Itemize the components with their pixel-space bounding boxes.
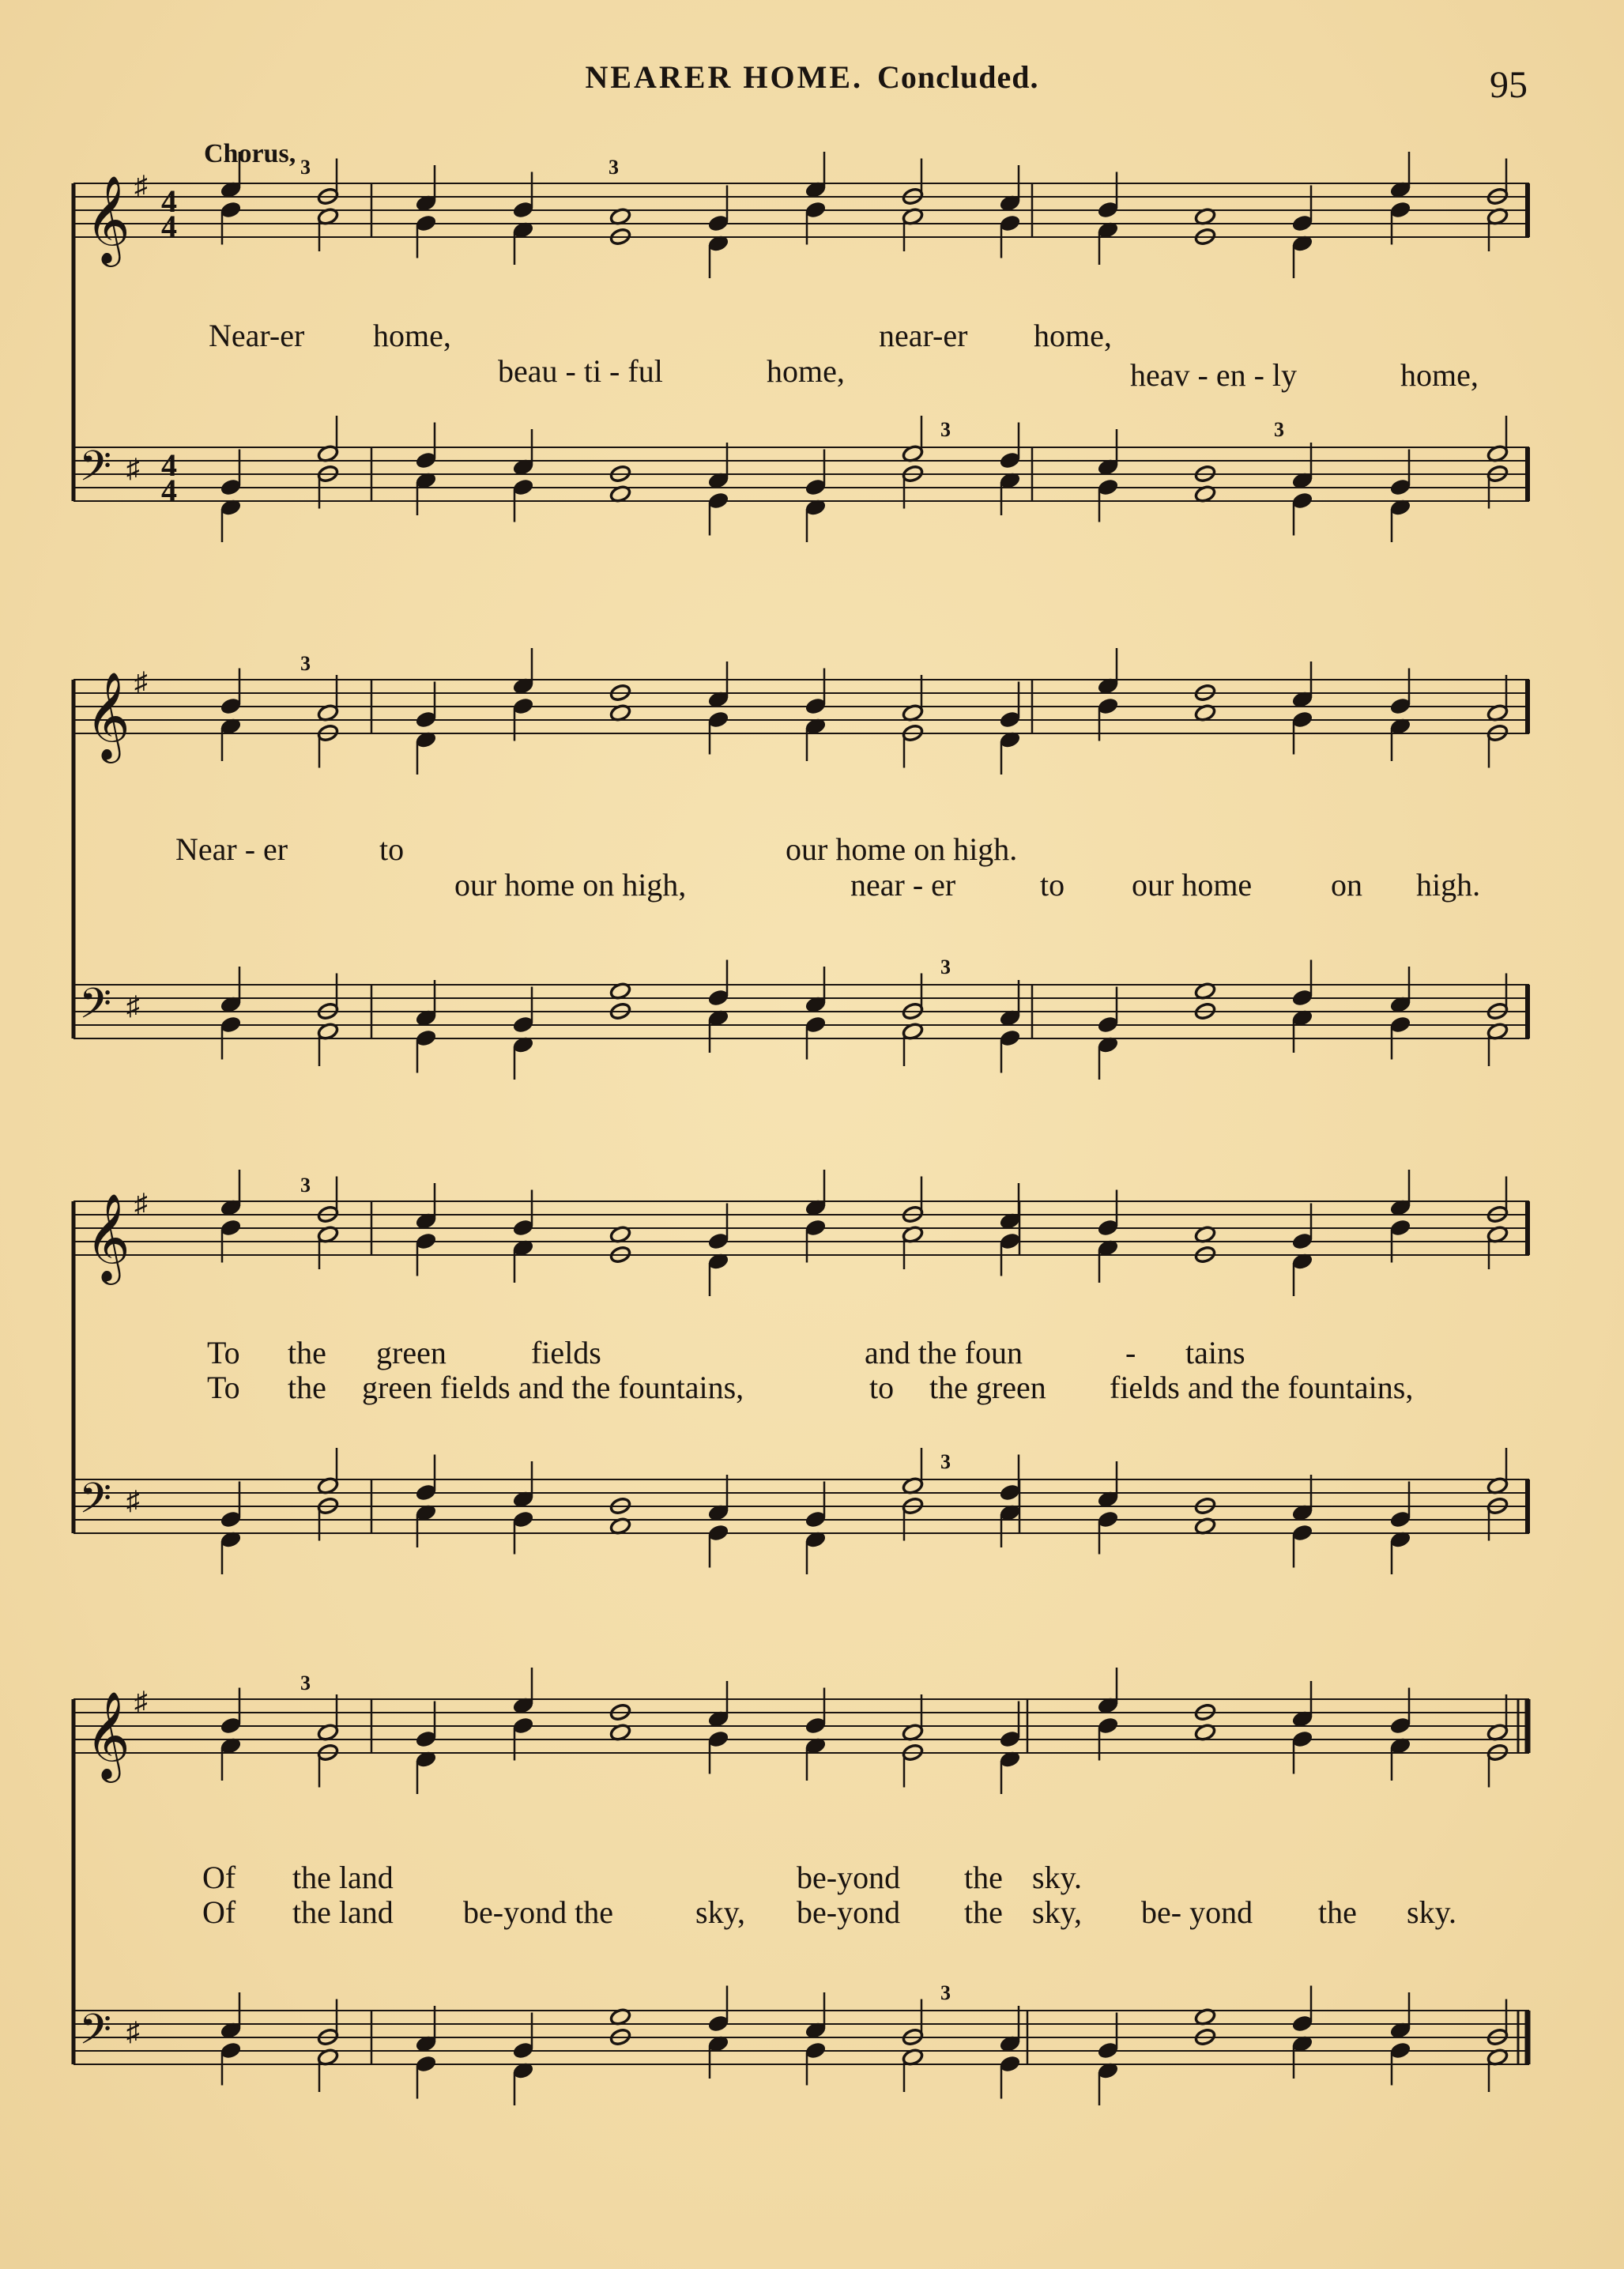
system-3-bass-sharp-icon: ♯ bbox=[126, 1487, 140, 1516]
lyric-s3-l1-w2: the bbox=[288, 1335, 326, 1370]
lyric-s4-l2-w6: the bbox=[964, 1894, 1003, 1930]
system-1-bass-sharp-icon: ♯ bbox=[126, 454, 140, 484]
lyric-s3-l1-w6: - bbox=[1125, 1335, 1136, 1370]
lyric-s1-l2-w2: home, bbox=[767, 353, 845, 389]
lyric-s3-l2-w6: fields and the fountains, bbox=[1110, 1370, 1414, 1405]
chorus-label: Chorus, bbox=[204, 139, 296, 168]
system-1-bass-time-denominator: 4 bbox=[161, 473, 177, 508]
lyric-s3-l2-w3: green fields and the fountains, bbox=[362, 1370, 744, 1405]
lyric-s2-l1-w1: Near - er bbox=[175, 831, 288, 867]
system-2-bass-clef-icon: 𝄢 bbox=[79, 981, 112, 1037]
system-4-bass-sharp-icon: ♯ bbox=[126, 2018, 140, 2047]
lyric-s3-l1-w7: tains bbox=[1185, 1335, 1245, 1370]
system-2-triplet-mark: 3 bbox=[300, 652, 311, 675]
lyric-s1-l1-w4: home, bbox=[1034, 318, 1112, 353]
system-1-treble-time-numerator: 4 bbox=[161, 183, 177, 219]
lyric-s4-l2-w9: the bbox=[1318, 1894, 1357, 1930]
hymn-title: NEARER HOME. bbox=[585, 59, 864, 95]
system-1-triplet-mark: 3 bbox=[940, 418, 951, 441]
system-2-treble-clef-icon: 𝄞 bbox=[85, 673, 130, 758]
system-1-triplet-mark: 3 bbox=[1274, 418, 1284, 441]
lyric-s3-l2-w4: to bbox=[869, 1370, 895, 1405]
lyric-s3-l2-w2: the bbox=[288, 1370, 326, 1405]
lyric-s3-l2-w5: the green bbox=[929, 1370, 1046, 1405]
system-1-bass-clef-icon: 𝄢 bbox=[79, 443, 112, 499]
system-1-treble-clef-icon: 𝄞 bbox=[85, 177, 130, 262]
lyric-s4-l2-w7: sky, bbox=[1032, 1894, 1082, 1930]
system-1-bass-time-numerator: 4 bbox=[161, 447, 177, 483]
lyric-s3-l1-w5: and the foun bbox=[865, 1335, 1023, 1370]
lyric-s3-l1-w3: green bbox=[376, 1335, 447, 1370]
system-3-treble-clef-icon: 𝄞 bbox=[85, 1195, 130, 1280]
lyric-s2-l1-w3: our home on high. bbox=[786, 831, 1018, 867]
lyric-s4-l1-w3: be-yond bbox=[797, 1860, 901, 1895]
lyric-s3-l1-w1: To bbox=[207, 1335, 240, 1370]
system-1-treble-time-denominator: 4 bbox=[161, 209, 177, 244]
lyric-s2-l2-w5: on bbox=[1331, 867, 1362, 903]
lyric-s4-l1-w5: sky. bbox=[1032, 1860, 1082, 1895]
lyric-s4-l2-w10: sky. bbox=[1407, 1894, 1456, 1930]
lyric-s3-l1-w4: fields bbox=[531, 1335, 601, 1370]
lyric-s4-l2-w4: sky, bbox=[695, 1894, 745, 1930]
system-3-triplet-mark: 3 bbox=[300, 1174, 311, 1197]
hymn-subtitle: Concluded. bbox=[877, 59, 1039, 95]
lyric-s4-l2-w1: Of bbox=[202, 1894, 236, 1930]
lyric-s1-l2-w1: beau - ti - ful bbox=[498, 353, 663, 389]
lyric-s1-l2-w4: home, bbox=[1400, 357, 1479, 393]
lyric-s4-l1-w4: the bbox=[964, 1860, 1003, 1895]
system-4-triplet-mark: 3 bbox=[300, 1672, 311, 1694]
system-4-treble-sharp-icon: ♯ bbox=[134, 1687, 148, 1717]
lyric-s2-l2-w1: our home on high, bbox=[454, 867, 687, 903]
system-1-triplet-mark: 3 bbox=[300, 156, 311, 179]
lyric-s4-l1-w2: the land bbox=[292, 1860, 394, 1895]
lyric-s4-l2-w3: be-yond the bbox=[463, 1894, 613, 1930]
lyric-s1-l1-w2: home, bbox=[373, 318, 451, 353]
lyric-s3-l2-w1: To bbox=[207, 1370, 240, 1405]
system-4-treble-clef-icon: 𝄞 bbox=[85, 1693, 130, 1777]
system-3-treble-sharp-icon: ♯ bbox=[134, 1189, 148, 1219]
system-4-triplet-mark: 3 bbox=[940, 1981, 951, 2004]
lyric-s1-l1-w3: near-er bbox=[879, 318, 968, 353]
lyric-s2-l2-w3: to bbox=[1040, 867, 1065, 903]
lyric-s2-l2-w6: high. bbox=[1416, 867, 1481, 903]
system-2-bass-sharp-icon: ♯ bbox=[126, 992, 140, 1021]
lyric-s4-l1-w1: Of bbox=[202, 1860, 236, 1895]
system-3-triplet-mark: 3 bbox=[940, 1450, 951, 1473]
system-4-bass-clef-icon: 𝄢 bbox=[79, 2007, 112, 2063]
lyric-s2-l2-w2: near - er bbox=[850, 867, 956, 903]
system-2-triplet-mark: 3 bbox=[940, 955, 951, 978]
lyric-s2-l2-w4: our home bbox=[1132, 867, 1253, 903]
system-3-bass-clef-icon: 𝄢 bbox=[79, 1476, 112, 1532]
system-1-treble-sharp-icon: ♯ bbox=[134, 171, 148, 201]
page-number: 95 bbox=[1490, 64, 1528, 106]
system-2-treble-sharp-icon: ♯ bbox=[134, 668, 148, 697]
lyric-s1-l2-w3: heav - en - ly bbox=[1130, 357, 1298, 393]
lyric-s4-l2-w2: the land bbox=[292, 1894, 394, 1930]
lyric-s4-l2-w8: be- yond bbox=[1141, 1894, 1253, 1930]
system-1-triplet-mark: 3 bbox=[609, 156, 619, 179]
lyric-s4-l2-w5: be-yond bbox=[797, 1894, 901, 1930]
lyric-s1-l1-w1: Near-er bbox=[209, 318, 305, 353]
lyric-s2-l1-w2: to bbox=[379, 831, 405, 867]
